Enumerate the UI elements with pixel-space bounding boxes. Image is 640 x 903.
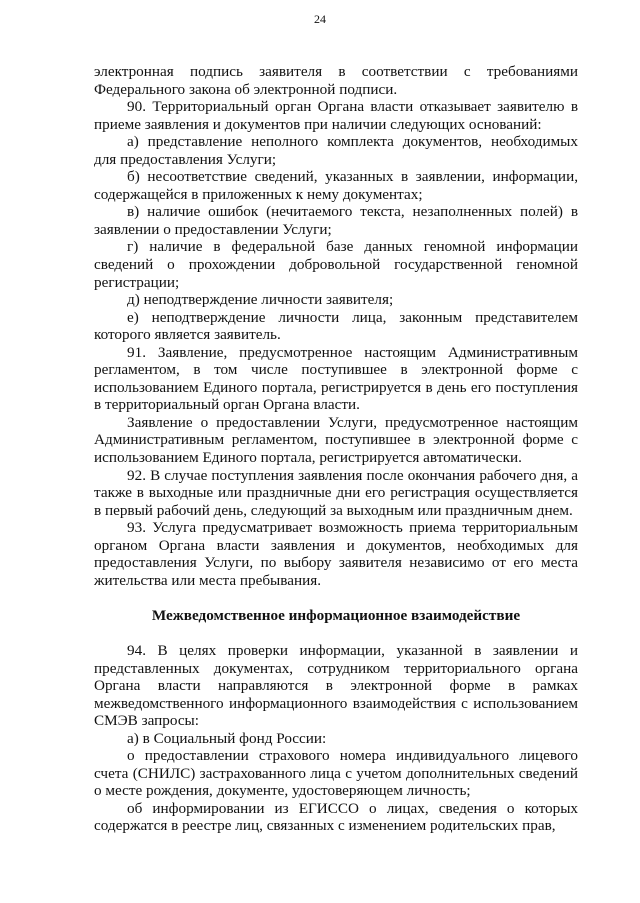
paragraph: 92. В случае поступления заявления после окончания рабочего дня, а также в выходные или праздничные дни его регистрация осуществляется в первый рабочий день, следующий за выходным или праздничным днем. (94, 466, 578, 519)
paragraph: б) несоответствие сведений, указанных в заявлении, информации, содержащейся в приложенных к нему документах; (94, 168, 578, 203)
paragraph: в) наличие ошибок (нечитаемого текста, незаполненных полей) в заявлении о предоставлении Услуги; (94, 203, 578, 238)
section-after-heading (94, 642, 578, 835)
section-heading: Межведомственное информационное взаимодействие (151, 607, 521, 625)
paragraph: о предоставлении страхового номера индивидуального лицевого счета (СНИЛС) застрахованного лица с учетом дополнительных сведений о месте рождения, документе, удостоверяющем личность; (94, 747, 578, 800)
paragraph: г) наличие в федеральной базе данных геномной информации сведений о прохождении добровольной государственной геномной регистрации; (94, 238, 578, 291)
paragraph: д) неподтверждение личности заявителя; (127, 291, 394, 309)
paragraph: а) представление неполного комплекта документов, необходимых для предоставления Услуги; (94, 133, 578, 168)
paragraph: 90. Территориальный орган Органа власти отказывает заявителю в приеме заявления и документов при наличии следующих оснований: (94, 98, 578, 133)
paragraph: 91. Заявление, предусмотренное настоящим Административным регламентом, в том числе поступившее в электронной форме с использованием Единого портала, регистрируется в день его поступления в территориальный орган Органа власти. (94, 343, 578, 414)
paragraph: 93. Услуга предусматривает возможность приема территориальным органом Органа власти заявления и документов, необходимых для предоставления Услуги, по выбору заявителя независимо от его места жительства или места пребывания. (94, 519, 578, 589)
document-body (94, 63, 578, 835)
paragraph: 94. В целях проверки информации, указанной в заявлении и представленных документах, сотрудником территориального органа Органа власти направляются в электронной форме в рамках межведомственного информационного взаимодействия с использованием СМЭВ запросы: (94, 641, 578, 730)
paragraph: Заявление о предоставлении Услуги, предусмотренное настоящим Административным регламентом, поступившее в электронной форме с использованием Единого портала, регистрируется автоматически. (94, 413, 578, 467)
paragraph: е) неподтверждение личности лица, законным представителем которого является заявитель. (94, 308, 578, 344)
paragraph: об информировании из ЕГИССО о лицах, сведения о которых содержатся в реестре лиц, связанных с изменением родительских прав, (94, 799, 578, 835)
page-number: 24 (314, 12, 326, 26)
paragraph: а) в Социальный фонд России: (127, 729, 327, 747)
section-before-heading (94, 63, 578, 589)
paragraph: электронная подпись заявителя в соответствии с требованиями Федерального закона об электронной подписи. (94, 63, 578, 98)
